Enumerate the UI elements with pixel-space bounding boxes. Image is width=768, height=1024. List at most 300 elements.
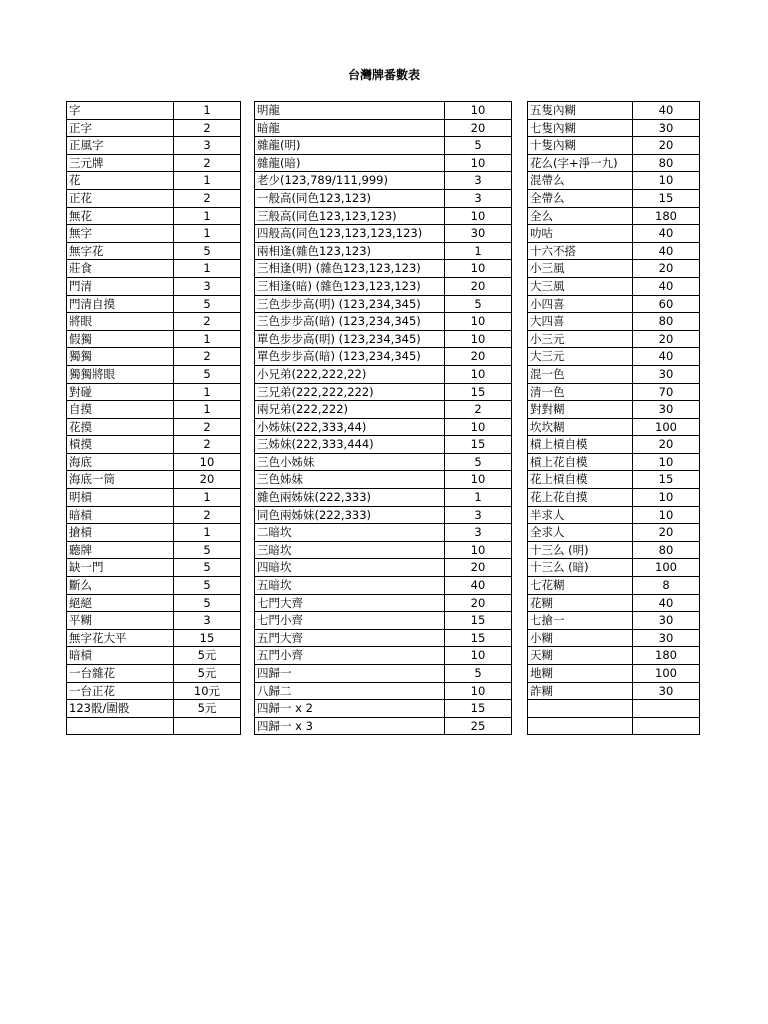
- fan-table-basic: [66, 101, 241, 735]
- hand-name-cell: 花糊: [528, 594, 633, 612]
- table-row: [528, 277, 700, 295]
- hand-name-cell: 正字: [67, 119, 174, 137]
- fan-value-cell: 30: [633, 629, 700, 647]
- table-row: [528, 717, 700, 735]
- fan-value-cell: 10: [445, 471, 512, 489]
- hand-name-cell: 全求人: [528, 524, 633, 542]
- fan-value-cell: 15: [445, 383, 512, 401]
- hand-name-cell: 半求人: [528, 506, 633, 524]
- table-row: [67, 348, 241, 366]
- table-row: [528, 365, 700, 383]
- fan-value-cell: 3: [174, 277, 241, 295]
- hand-name-cell: 四般高(同色123,123,123,123): [255, 225, 445, 243]
- fan-value-cell: 5: [174, 295, 241, 313]
- table-row: [255, 594, 512, 612]
- fan-value-cell: 20: [445, 119, 512, 137]
- fan-value-cell: 15: [633, 189, 700, 207]
- fan-table-patterns: [254, 101, 512, 735]
- hand-name-cell: 四歸一 x 3: [255, 717, 445, 735]
- hand-name-cell: 小三風: [528, 260, 633, 278]
- hand-name-cell: 三暗坎: [255, 541, 445, 559]
- fan-value-cell: 20: [445, 559, 512, 577]
- fan-value-cell: 2: [174, 154, 241, 172]
- table-row: [528, 154, 700, 172]
- table-row: [67, 629, 241, 647]
- hand-name-cell: 十六不搭: [528, 242, 633, 260]
- table-row: [255, 436, 512, 454]
- table-row: [255, 277, 512, 295]
- table-row: [67, 172, 241, 190]
- hand-name-cell: 大四喜: [528, 313, 633, 331]
- fan-value-cell: 1: [174, 524, 241, 542]
- hand-name-cell: 單色步步高(明) (123,234,345): [255, 330, 445, 348]
- hand-name-cell: 小三元: [528, 330, 633, 348]
- table-row: [255, 260, 512, 278]
- fan-value-cell: 5: [174, 559, 241, 577]
- table-row: [528, 383, 700, 401]
- fan-value-cell: 40: [633, 225, 700, 243]
- hand-name-cell: 無字: [67, 225, 174, 243]
- fan-value-cell: 5: [445, 295, 512, 313]
- table-row: [255, 682, 512, 700]
- hand-name-cell: 小糊: [528, 629, 633, 647]
- hand-name-cell: 花上槓自模: [528, 471, 633, 489]
- table-row: [67, 559, 241, 577]
- fan-value-cell: 70: [633, 383, 700, 401]
- fan-value-cell: 1: [174, 260, 241, 278]
- table-row: [67, 260, 241, 278]
- table-row: [255, 225, 512, 243]
- table-row: [528, 295, 700, 313]
- hand-name-cell: 假獨: [67, 330, 174, 348]
- hand-name-cell: 三般高(同色123,123,123): [255, 207, 445, 225]
- hand-name-cell: 正花: [67, 189, 174, 207]
- table-row: [67, 365, 241, 383]
- fan-value-cell: 180: [633, 647, 700, 665]
- hand-name-cell: 三元牌: [67, 154, 174, 172]
- table-row: [528, 594, 700, 612]
- hand-name-cell: 地糊: [528, 665, 633, 683]
- fan-value-cell: 1: [174, 102, 241, 120]
- fan-value-cell: 60: [633, 295, 700, 313]
- fan-value-cell: [633, 717, 700, 735]
- table-row: [67, 700, 241, 718]
- fan-value-cell: 2: [174, 506, 241, 524]
- hand-name-cell: 三色姊妹: [255, 471, 445, 489]
- hand-name-cell: 雜龍(明): [255, 137, 445, 155]
- table-row: [67, 242, 241, 260]
- fan-value-cell: 5: [174, 594, 241, 612]
- table-row: [528, 453, 700, 471]
- hand-name-cell: 四暗坎: [255, 559, 445, 577]
- fan-value-cell: 15: [445, 629, 512, 647]
- table-row: [255, 577, 512, 595]
- hand-name-cell: 花上花自摸: [528, 489, 633, 507]
- table-row: [255, 154, 512, 172]
- fan-value-cell: [633, 700, 700, 718]
- hand-name-cell: 天糊: [528, 647, 633, 665]
- hand-name-cell: 十三么 (明): [528, 541, 633, 559]
- hand-name-cell: 花么(字+淨一九): [528, 154, 633, 172]
- hand-name-cell: 暗槓: [67, 506, 174, 524]
- fan-value-cell: 10: [445, 647, 512, 665]
- fan-value-cell: 100: [633, 418, 700, 436]
- fan-value-cell: 5: [174, 365, 241, 383]
- fan-value-cell: 10: [445, 102, 512, 120]
- table-row: [528, 524, 700, 542]
- fan-value-cell: 20: [633, 260, 700, 278]
- hand-name-cell: 兩兄弟(222,222): [255, 401, 445, 419]
- hand-name-cell: 雜色兩姊妹(222,333): [255, 489, 445, 507]
- table-row: [255, 330, 512, 348]
- table-row: [528, 629, 700, 647]
- table-row: [67, 612, 241, 630]
- table-row: [528, 541, 700, 559]
- hand-name-cell: 三色小姊妹: [255, 453, 445, 471]
- fan-value-cell: 3: [445, 172, 512, 190]
- fan-value-cell: 30: [633, 682, 700, 700]
- fan-value-cell: 20: [633, 137, 700, 155]
- table-row: [67, 383, 241, 401]
- hand-name-cell: 混一色: [528, 365, 633, 383]
- hand-name-cell: 無字花: [67, 242, 174, 260]
- hand-name-cell: 全么: [528, 207, 633, 225]
- fan-value-cell: 5: [445, 453, 512, 471]
- fan-value-cell: 2: [174, 348, 241, 366]
- hand-name-cell: 五暗坎: [255, 577, 445, 595]
- fan-value-cell: 20: [633, 524, 700, 542]
- hand-name-cell: 花: [67, 172, 174, 190]
- table-row: [255, 612, 512, 630]
- hand-name-cell: 小姊妹(222,333,44): [255, 418, 445, 436]
- hand-name-cell: 一台正花: [67, 682, 174, 700]
- fan-value-cell: 20: [445, 594, 512, 612]
- fan-value-cell: 2: [445, 401, 512, 419]
- fan-value-cell: 10: [445, 365, 512, 383]
- fan-value-cell: 20: [174, 471, 241, 489]
- hand-name-cell: 暗龍: [255, 119, 445, 137]
- table-row: [255, 700, 512, 718]
- table-row: [255, 418, 512, 436]
- hand-name-cell: 暗槓: [67, 647, 174, 665]
- fan-value-cell: 5: [174, 242, 241, 260]
- hand-name-cell: 七隻內糊: [528, 119, 633, 137]
- fan-value-cell: 30: [633, 365, 700, 383]
- hand-name-cell: 缺一門: [67, 559, 174, 577]
- table-row: [528, 137, 700, 155]
- hand-name-cell: 四歸一 x 2: [255, 700, 445, 718]
- hand-name-cell: [528, 700, 633, 718]
- table-row: [528, 330, 700, 348]
- fan-value-cell: 1: [174, 489, 241, 507]
- table-row: [528, 348, 700, 366]
- table-row: [67, 436, 241, 454]
- table-row: [67, 682, 241, 700]
- fan-value-cell: 30: [633, 119, 700, 137]
- fan-table-special: [527, 101, 700, 735]
- fan-value-cell: 3: [174, 137, 241, 155]
- fan-value-cell: 40: [633, 242, 700, 260]
- hand-name-cell: 獨獨將眼: [67, 365, 174, 383]
- fan-value-cell: 20: [633, 330, 700, 348]
- fan-value-cell: 15: [633, 471, 700, 489]
- hand-name-cell: 槓上槓自模: [528, 436, 633, 454]
- hand-name-cell: 斷么: [67, 577, 174, 595]
- table-row: [255, 207, 512, 225]
- fan-value-cell: 5元: [174, 665, 241, 683]
- table-row: [528, 559, 700, 577]
- fan-value-cell: 1: [174, 207, 241, 225]
- hand-name-cell: 字: [67, 102, 174, 120]
- hand-name-cell: 槓摸: [67, 436, 174, 454]
- fan-value-cell: 15: [445, 436, 512, 454]
- table-row: [67, 418, 241, 436]
- fan-value-cell: 30: [445, 225, 512, 243]
- fan-value-cell: 10: [445, 330, 512, 348]
- table-row: [255, 172, 512, 190]
- table-row: [255, 559, 512, 577]
- fan-value-cell: 80: [633, 541, 700, 559]
- hand-name-cell: 詐糊: [528, 682, 633, 700]
- fan-value-cell: 80: [633, 154, 700, 172]
- table-row: [528, 102, 700, 120]
- fan-value-cell: 40: [633, 277, 700, 295]
- table-row: [67, 330, 241, 348]
- fan-value-cell: 10: [445, 418, 512, 436]
- hand-name-cell: 海底一筒: [67, 471, 174, 489]
- table-row: [67, 401, 241, 419]
- fan-value-cell: 10: [445, 541, 512, 559]
- table-row: [255, 489, 512, 507]
- hand-name-cell: 明龍: [255, 102, 445, 120]
- fan-value-cell: 10: [633, 506, 700, 524]
- table-row: [67, 506, 241, 524]
- fan-value-cell: 40: [633, 594, 700, 612]
- fan-value-cell: 5: [445, 137, 512, 155]
- hand-name-cell: 七花糊: [528, 577, 633, 595]
- fan-value-cell: 100: [633, 665, 700, 683]
- table-row: [528, 577, 700, 595]
- table-row: [67, 277, 241, 295]
- hand-name-cell: 七門小齊: [255, 612, 445, 630]
- table-row: [255, 524, 512, 542]
- hand-name-cell: 小四喜: [528, 295, 633, 313]
- fan-value-cell: 1: [174, 401, 241, 419]
- table-row: [255, 119, 512, 137]
- fan-value-cell: [174, 717, 241, 735]
- hand-name-cell: 十隻內糊: [528, 137, 633, 155]
- table-row: [255, 541, 512, 559]
- table-row: [528, 665, 700, 683]
- hand-name-cell: 混帶么: [528, 172, 633, 190]
- fan-value-cell: 25: [445, 717, 512, 735]
- table-row: [67, 119, 241, 137]
- fan-value-cell: 5元: [174, 647, 241, 665]
- hand-name-cell: 清一色: [528, 383, 633, 401]
- fan-value-cell: 2: [174, 189, 241, 207]
- hand-name-cell: 三姊妹(222,333,444): [255, 436, 445, 454]
- table-row: [528, 682, 700, 700]
- table-row: [255, 647, 512, 665]
- table-row: [528, 700, 700, 718]
- table-row: [528, 225, 700, 243]
- table-row: [255, 365, 512, 383]
- fan-value-cell: 15: [174, 629, 241, 647]
- table-row: [528, 506, 700, 524]
- table-row: [255, 506, 512, 524]
- fan-value-cell: 30: [633, 612, 700, 630]
- table-row: [67, 453, 241, 471]
- hand-name-cell: 坎坎糊: [528, 418, 633, 436]
- fan-value-cell: 3: [445, 506, 512, 524]
- fan-value-cell: 80: [633, 313, 700, 331]
- hand-name-cell: 搶槓: [67, 524, 174, 542]
- fan-value-cell: 2: [174, 119, 241, 137]
- hand-name-cell: 小兄弟(222,222,22): [255, 365, 445, 383]
- table-row: [255, 629, 512, 647]
- hand-name-cell: [67, 717, 174, 735]
- page-title: 台灣牌番數表: [347, 68, 420, 82]
- hand-name-cell: 十三么 (暗): [528, 559, 633, 577]
- fan-value-cell: 20: [445, 277, 512, 295]
- table-row: [528, 612, 700, 630]
- fan-value-cell: 5: [174, 541, 241, 559]
- table-row: [528, 647, 700, 665]
- table-row: [255, 383, 512, 401]
- fan-value-cell: 100: [633, 559, 700, 577]
- hand-name-cell: 無花: [67, 207, 174, 225]
- hand-name-cell: 莊食: [67, 260, 174, 278]
- hand-name-cell: 大三元: [528, 348, 633, 366]
- table-row: [255, 313, 512, 331]
- fan-value-cell: 1: [445, 242, 512, 260]
- hand-name-cell: 絕絕: [67, 594, 174, 612]
- fan-value-cell: 1: [174, 225, 241, 243]
- fan-value-cell: 3: [445, 524, 512, 542]
- hand-name-cell: 自摸: [67, 401, 174, 419]
- fan-value-cell: 30: [633, 401, 700, 419]
- table-row: [67, 717, 241, 735]
- fan-value-cell: 10: [445, 260, 512, 278]
- fan-value-cell: 1: [174, 330, 241, 348]
- fan-value-cell: 15: [445, 700, 512, 718]
- hand-name-cell: 五門小齊: [255, 647, 445, 665]
- hand-name-cell: 海底: [67, 453, 174, 471]
- hand-name-cell: 門清自摸: [67, 295, 174, 313]
- table-row: [67, 541, 241, 559]
- hand-name-cell: 聽牌: [67, 541, 174, 559]
- hand-name-cell: 明槓: [67, 489, 174, 507]
- fan-value-cell: 40: [633, 348, 700, 366]
- fan-value-cell: 8: [633, 577, 700, 595]
- table-row: [255, 453, 512, 471]
- hand-name-cell: 同色兩姊妹(222,333): [255, 506, 445, 524]
- table-row: [67, 524, 241, 542]
- table-row: [528, 242, 700, 260]
- hand-name-cell: 全帶么: [528, 189, 633, 207]
- fan-value-cell: 180: [633, 207, 700, 225]
- hand-name-cell: 門清: [67, 277, 174, 295]
- hand-name-cell: 三相逢(明) (雜色123,123,123): [255, 260, 445, 278]
- hand-name-cell: 三相逢(暗) (雜色123,123,123): [255, 277, 445, 295]
- fan-value-cell: 40: [633, 102, 700, 120]
- hand-name-cell: 三色步步高(暗) (123,234,345): [255, 313, 445, 331]
- hand-name-cell: 三兄弟(222,222,222): [255, 383, 445, 401]
- fan-value-cell: 10: [445, 313, 512, 331]
- hand-name-cell: 花摸: [67, 418, 174, 436]
- table-row: [67, 313, 241, 331]
- table-row: [528, 313, 700, 331]
- table-row: [528, 418, 700, 436]
- fan-value-cell: 10: [174, 453, 241, 471]
- hand-name-cell: 七搶一: [528, 612, 633, 630]
- fan-value-cell: 1: [445, 489, 512, 507]
- table-row: [255, 401, 512, 419]
- hand-name-cell: 兩相逢(雜色123,123): [255, 242, 445, 260]
- hand-name-cell: 五隻內糊: [528, 102, 633, 120]
- table-row: [67, 471, 241, 489]
- fan-value-cell: 3: [445, 189, 512, 207]
- fan-value-cell: 20: [633, 436, 700, 454]
- fan-value-cell: 5元: [174, 700, 241, 718]
- table-row: [67, 137, 241, 155]
- fan-value-cell: 10: [633, 453, 700, 471]
- hand-name-cell: [528, 717, 633, 735]
- fan-value-cell: 40: [445, 577, 512, 595]
- table-row: [67, 647, 241, 665]
- table-row: [67, 594, 241, 612]
- table-row: [67, 489, 241, 507]
- table-row: [255, 295, 512, 313]
- table-row: [255, 665, 512, 683]
- fan-value-cell: 10元: [174, 682, 241, 700]
- hand-name-cell: 五門大齊: [255, 629, 445, 647]
- hand-name-cell: 123骰/圍骰: [67, 700, 174, 718]
- fan-value-cell: 1: [174, 172, 241, 190]
- table-row: [528, 471, 700, 489]
- hand-name-cell: 七門大齊: [255, 594, 445, 612]
- fan-value-cell: 2: [174, 418, 241, 436]
- table-row: [528, 260, 700, 278]
- fan-value-cell: 10: [445, 682, 512, 700]
- table-row: [255, 471, 512, 489]
- table-row: [67, 577, 241, 595]
- table-row: [528, 436, 700, 454]
- hand-name-cell: 將眼: [67, 313, 174, 331]
- hand-name-cell: 叻咕: [528, 225, 633, 243]
- hand-name-cell: 對碰: [67, 383, 174, 401]
- table-row: [528, 189, 700, 207]
- fan-value-cell: 10: [633, 172, 700, 190]
- hand-name-cell: 三色步步高(明) (123,234,345): [255, 295, 445, 313]
- table-row: [67, 665, 241, 683]
- table-row: [528, 489, 700, 507]
- table-row: [528, 172, 700, 190]
- table-row: [528, 119, 700, 137]
- table-row: [67, 154, 241, 172]
- hand-name-cell: 二暗坎: [255, 524, 445, 542]
- fan-value-cell: 1: [174, 383, 241, 401]
- table-row: [255, 189, 512, 207]
- hand-name-cell: 大三風: [528, 277, 633, 295]
- table-row: [255, 137, 512, 155]
- fan-value-cell: 3: [174, 612, 241, 630]
- table-row: [67, 207, 241, 225]
- fan-value-cell: 2: [174, 436, 241, 454]
- hand-name-cell: 獨獨: [67, 348, 174, 366]
- hand-name-cell: 單色步步高(暗) (123,234,345): [255, 348, 445, 366]
- hand-name-cell: 八歸二: [255, 682, 445, 700]
